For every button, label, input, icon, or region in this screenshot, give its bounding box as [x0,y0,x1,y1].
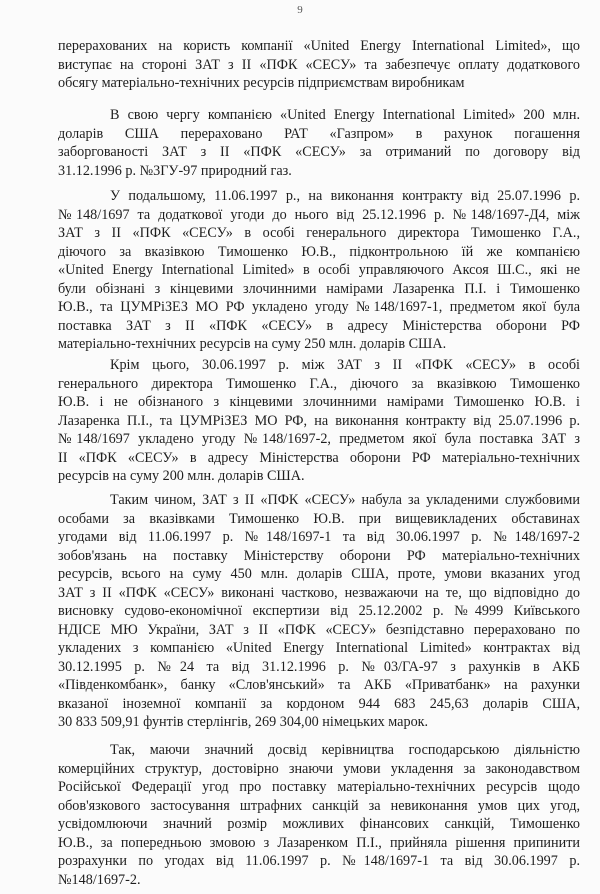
paragraph-6-line: Ю.В., за попередньою змовою з Лазаренком П.І., прийняла рішення припинити [58,834,580,851]
paragraph-4-line: ресурсів на суму 200 млн. доларів США. [58,468,305,484]
paragraph-3-line: «United Energy International Limited» в особі управляючого Аксоя Ш.С., які не [58,262,580,278]
paragraph-5-line: НДІСЕ МЮ України, ЗАТ з II «ПФК «СЕСУ» безпідставно перераховано по [58,621,580,638]
paragraph-3-line: ЗАТ з II «ПФК «СЕСУ» в особі генерального директора Тимошенко Г.А., [58,225,580,241]
paragraph-6-line: обов'язкового застосування штрафних санкцій за невиконання умов цих угод, [58,797,580,814]
paragraph-4-line: II «ПФК «СЕСУ» в адресу Міністерства оборони РФ матеріально-технічних [58,449,580,466]
paragraph-3-line: поставка ЗАТ з II «ПФК «СЕСУ» в адресу Міністерства оборони РФ [58,317,580,334]
paragraph-5-line: 30 833 509,91 фунтів стерлінгів, 269 304,00 німецьких марок. [58,714,429,730]
paragraph-2-line: заборгованості ЗАТ з II «ПФК «СЕСУ» за отриманий по договору від [58,144,580,160]
paragraph-3-line: матеріально-технічних ресурсів на суму 250 млн. доларів США. [58,336,447,352]
paragraph-5-line: угодами від 11.06.1997 р. №148/1697-1 та від 30.06.1997 р. №148/1697-2 [58,529,580,545]
paragraph-4-line: Крім цього, 30.06.1997 р. між ЗАТ з II «ПФК «СЕСУ» в особі [110,357,580,373]
paragraph-5-line: укладених з компанією «United Energy International Limited» контрактах від [58,640,580,656]
paragraph-2-line: 31.12.1996 р. №3ГУ-97 природний газ. [58,162,292,179]
paragraph-3-line: У подальшому, 11.06.1997 р., на виконання контракту від 25.07.1996 р. [110,188,580,204]
paragraph-5-line: висновку судово-економічної експертизи від 25.12.2002 р. №4999 Київського [58,603,580,619]
paragraph-5-line: «Південкомбанк», банку «Слов'янський» та АКБ «Приватбанк» на рахунки [58,677,580,693]
paragraph-6-line: усвідомлюючи значний розмір можливих фінансових санкцій, Тимошенко [58,816,580,832]
paragraph-6-line: Так, маючи значний досвід керівництва господарською діяльністю [110,742,580,758]
page-number: 9 [297,4,303,16]
paragraph-6-line: розрахунки по угодах від 11.06.1997 р. №148/1697-1 та від 30.06.1997 р. [58,853,580,869]
paragraph-3-line: Ю.В., та ЦУМРіЗЕЗ МО РФ укладено угоду №148/1697-1, предметом якої була [58,299,580,315]
paragraph-1-line: виступає на стороні ЗАТ з II «ПФК «СЕСУ» та забезпечує оплату додаткового [58,56,580,73]
paragraph-4-line: №148/1697 укладено угоду №148/1697-2, предметом якої була поставка ЗАТ з [58,431,580,447]
paragraph-4-line: генерального директора Тимошенко Г.А., діючого за вказівкою Тимошенко [58,375,580,392]
paragraph-2-line: В свою чергу компанією «United Energy International Limited» 200 млн. [110,107,580,123]
paragraph-3-line: №148/1697 та додаткової угоди до нього від 25.12.1996 р. №148/1697-Д4, між [58,206,580,223]
paragraph-4-line: Лазаренка П.І., та ЦУМРіЗЕЗ МО РФ, на виконання контракту від 25.07.1996 р. [58,412,580,429]
paragraph-5-line: вказаної іноземної компанії за кордоном 944 683 245,63 доларів США, [58,695,580,712]
paragraph-5-line: особами за вказівками Тимошенко Ю.В. при вищевикладених обставинах [58,510,580,527]
paragraph-4-line: Ю.В. і не обізнаного з кінцевими злочинними намірами Тимошенко Ю.В. і [58,394,580,410]
paragraph-5-line: ЗАТ з II «ПФК «СЕСУ» виконані частково, незважаючи на те, що відповідно до [58,584,580,601]
paragraph-6-line: комерційних структур, достовірно знаючи умови укладення за законодавством [58,760,580,777]
paragraph-6-line: №148/1697-2. [58,871,141,888]
paragraph-1-line: перерахованих на користь компанії «United Energy International Limited», що [58,38,580,54]
paragraph-6-line: Російської Федерації угод про поставку матеріально-технічних ресурсів щодо [58,779,580,795]
paragraph-5-line: 30.12.1995 р. №24 та від 31.12.1996 р. №03/ГА-97 з рахунків в АКБ [58,658,580,675]
paragraph-1-line: обсягу матеріально-технічних ресурсів підприємствам виробникам [58,75,465,91]
paragraph-5-line: зобов'язань на поставку Міністерству оборони РФ матеріально-технічних [58,547,580,564]
paragraph-5-line: ресурсів, всього на суму 450 млн. доларів США, проте, умови вказаних угод [58,566,580,582]
paragraph-3-line: діючого за вказівкою Тимошенко Ю.В., підконтрольною їй же компанією [58,243,580,260]
paragraph-2-line: доларів США перераховано РАТ «Газпром» в рахунок погашення [58,125,580,142]
paragraph-3-line: були обізнані з кінцевими злочинними намірами Лазаренка П.І. і Тимошенко [58,280,580,297]
paragraph-5-line: Таким чином, ЗАТ з II «ПФК «СЕСУ» набула за укладеними службовими [110,492,580,508]
